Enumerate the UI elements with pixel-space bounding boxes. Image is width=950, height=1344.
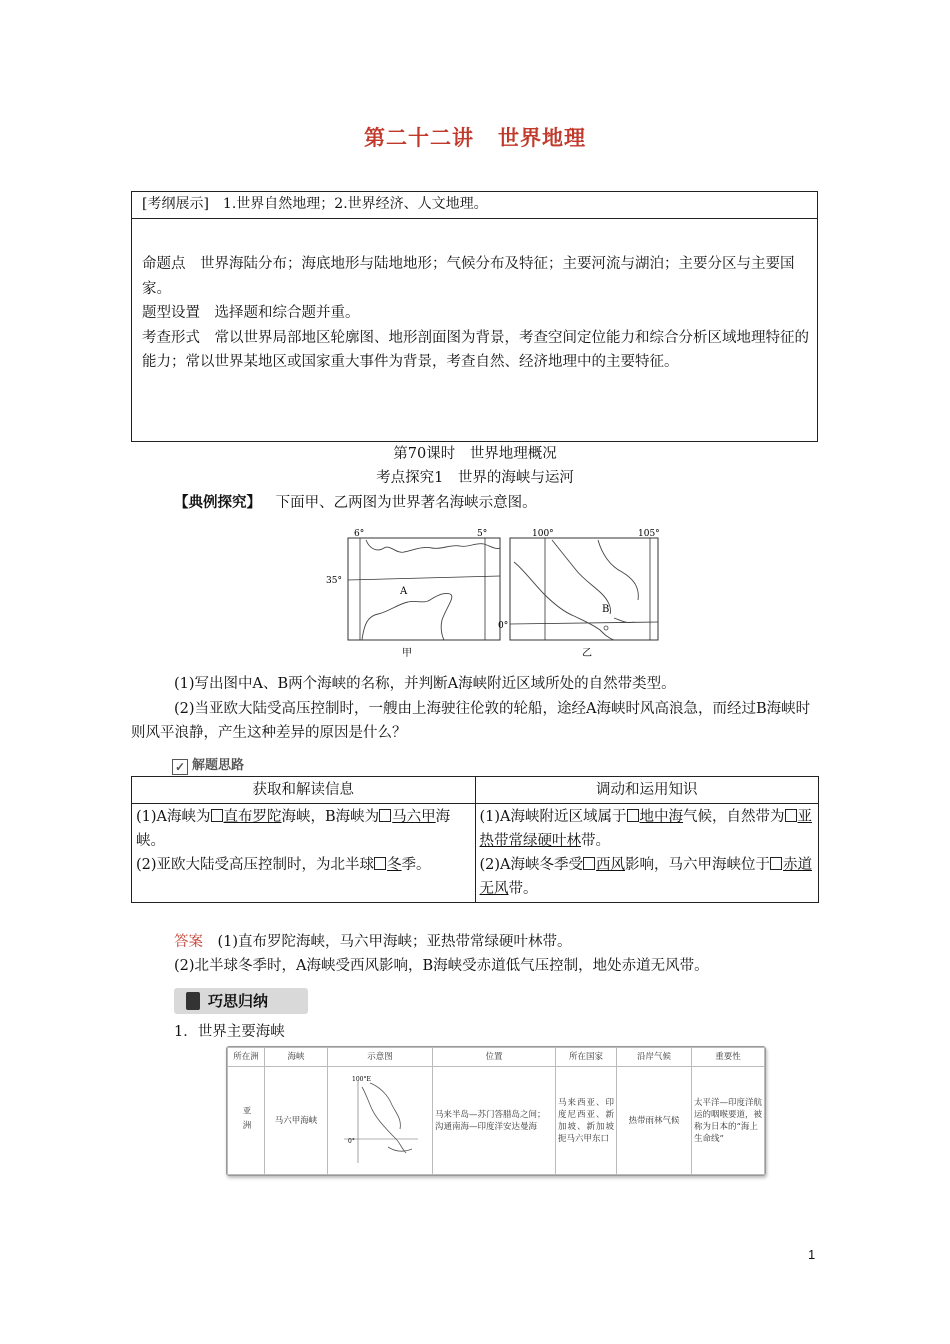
th-location: 位置 [433,1048,556,1067]
map-yi-caption: 乙 [582,648,592,659]
answer-2: (2)北半球冬季时，A海峡受西风影响，B海峡受赤道低气压控制，地处赤道无风带。 [174,958,709,974]
blank-box [211,809,223,822]
question-1: (1)写出图中A、B两个海峡的名称，并判断A海峡附近区域所处的自然带类型。 [174,676,676,692]
cell-importance: 太平洋—印度洋航运的咽喉要道，被称为日本的“海上生命线” [692,1067,765,1175]
th-countries: 所在国家 [556,1048,617,1067]
map-yi-lat: 0° [498,621,509,631]
th-strait: 海峡 [265,1048,328,1067]
outline-line: 题型设置 选择题和综合题并重。 [142,305,360,321]
map-lon-label: 100°E [352,1075,371,1083]
blank-box [770,857,782,870]
topic-title: 考点探究1 世界的海峡与运河 [376,470,574,486]
map-jia-lon2: 5° [477,529,488,539]
map-jia-point: A [400,586,408,597]
example-tag: 【典例探究】 [174,494,261,511]
strait-table [226,1046,766,1176]
title-lecture: 第二十二讲 [364,125,474,150]
answer-block [174,930,709,978]
analysis-col1: 获取和解读信息 [132,777,476,804]
page-number: 1 [808,1247,816,1262]
title-topic: 世界地理 [498,125,586,150]
pen-icon [186,992,200,1010]
map-lat-label: 0° [348,1137,355,1145]
analysis-table [131,776,819,903]
cell-countries: 马来西亚、印度尼西亚、新加坡、新加坡扼马六甲东口 [556,1067,617,1175]
answer-label: 答案 [174,934,203,950]
answer-1: (1)直布罗陀海峡，马六甲海峡；亚热带常绿硬叶林带。 [217,934,572,950]
example-text: 下面甲、乙两图为世界著名海峡示意图。 [275,495,537,511]
page-title [0,122,950,152]
map-yi-lon2: 105° [638,529,660,539]
blank-box [785,809,797,822]
analysis-right: (1)A海峡附近区域属于 地中海气候，自然带为 亚热带常绿硬叶林带。 (2)A海峡冬季受 西风影响，马六甲海峡位于 赤道无风带。 [475,804,819,903]
strait-maps [326,524,668,660]
cell-strait: 马六甲海峡 [265,1067,328,1175]
map-jia-lat: 35° [326,576,342,586]
outline-line: 考查形式 常以世界局部地区轮廓图、地形剖面图为背景，考查空间定位能力和综合分析区域地理特征的能力；常以世界某地区或国家重大事件为背景，考查自然、经济地理中的主要特征。 [142,329,809,370]
analysis-col2: 调动和运用知识 [475,777,819,804]
th-map: 示意图 [328,1048,433,1067]
th-continent: 所在洲 [228,1048,265,1067]
outline-box [131,191,818,442]
map-yi [498,529,660,659]
blank-box [583,857,595,870]
analysis-left: (1)A海峡为 直布罗陀海峡，B海峡为 马六甲海峡。 (2)亚欧大陆受高压控制时，为北半球 冬季。 [132,804,476,903]
summary-banner [174,988,308,1014]
blank-box [627,809,639,822]
section-heading: 1．世界主要海峡 [174,1024,285,1040]
question-2: (2)当亚欧大陆受高压控制时，一艘由上海驶往伦敦的轮船，途经A海峡时风高浪急，而经过B海峡时则风平浪静，产生这种差异的原因是什么？ [131,701,811,741]
example-intro [174,491,537,515]
outline-body [142,252,809,375]
blank-box [374,857,386,870]
outline-line: 命题点 世界海陆分布；海底地形与陆地地形；气候分布及特征；主要河流与湖泊；主要分区与主要国家。 [142,256,795,297]
lesson-title: 第70课时 世界地理概况 [393,446,557,462]
map-yi-point: B [602,604,610,615]
malacca-map [340,1073,420,1165]
summary-banner-text: 巧思归纳 [208,992,269,1010]
cell-map [328,1067,433,1175]
th-climate: 沿岸气候 [617,1048,692,1067]
checkbox-icon: ✓ [172,759,188,775]
map-jia-lon1: 6° [354,529,365,539]
cell-location: 马来半岛—苏门答腊岛之间；沟通南海—印度洋安达曼海 [433,1067,556,1175]
map-yi-lon1: 100° [532,529,554,539]
cell-climate: 热带雨林气候 [617,1067,692,1175]
map-jia [326,529,500,659]
cell-continent: 亚洲 [228,1067,265,1175]
outline-header: [考纲展示] 1.世界自然地理；2.世界经济、人文地理。 [132,192,817,219]
map-jia-caption: 甲 [402,648,412,659]
blank-box [379,809,391,822]
th-importance: 重要性 [692,1048,765,1067]
solution-heading [172,754,244,775]
solution-heading-text: 解题思路 [192,758,245,773]
